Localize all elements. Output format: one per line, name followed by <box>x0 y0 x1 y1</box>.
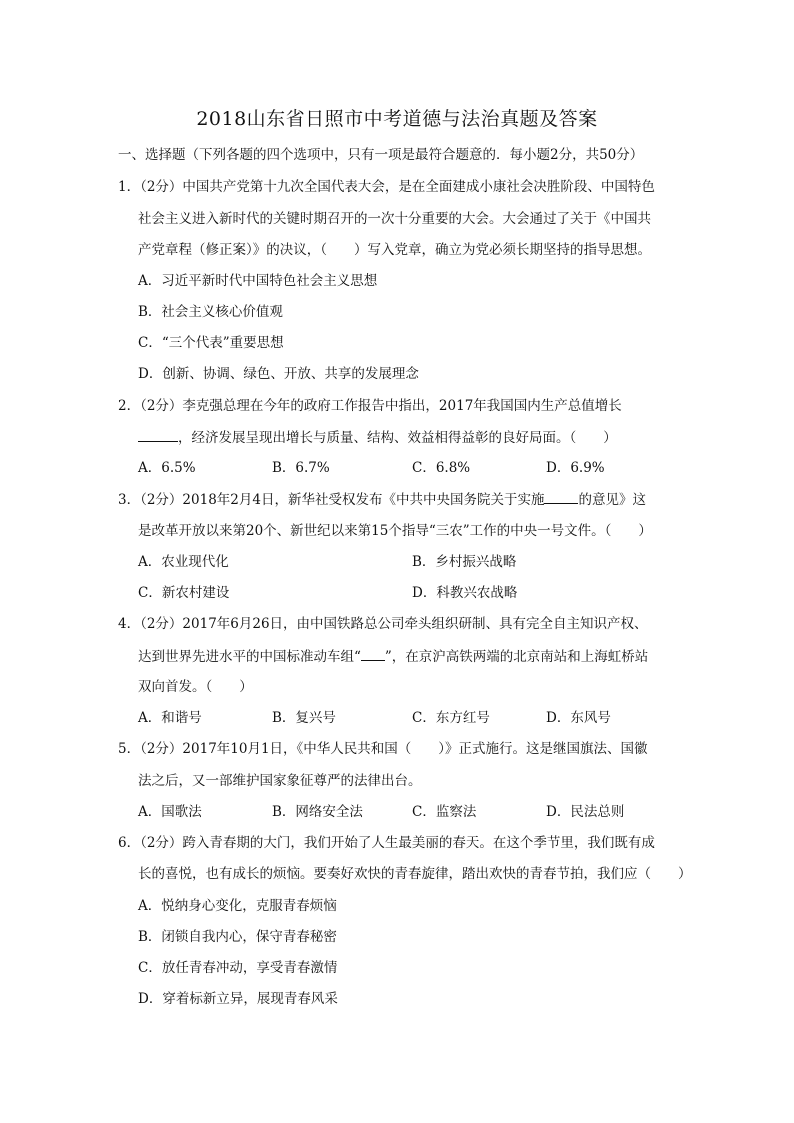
question-2-line-1: 2．（2分）李克强总理在今年的政府工作报告中指出，2017年我国国内生产总值增长 <box>118 398 622 414</box>
question-5-line-2: 法之后，又一部维护国家象征尊严的法律出台。 <box>138 773 422 789</box>
question-2-line-2-text: ，经济发展呈现出增长与质量、结构、效益相得益彰的良好局面。（ ） <box>178 430 617 446</box>
question-1-option-a: A．习近平新时代中国特色社会主义思想 <box>138 273 378 289</box>
answer-blank <box>138 427 178 442</box>
answer-blank <box>544 489 578 504</box>
question-5-option-d: D．民法总则 <box>546 804 625 820</box>
question-2-line-2 <box>138 427 617 448</box>
question-3-option-b: B．乡村振兴战略 <box>412 554 517 570</box>
question-1-option-d: D．创新、协调、绿色、开放、共享的发展理念 <box>138 366 419 382</box>
question-4-option-c: C．东方红号 <box>412 710 490 726</box>
question-6-option-d: D．穿着标新立异，展现青春风采 <box>138 991 338 1007</box>
question-1-line-2: 社会主义进入新时代的关键时期召开的一次十分重要的大会。大会通过了关于《中国共 <box>138 211 651 227</box>
question-4-option-d: D．东风号 <box>546 710 611 726</box>
question-6-option-b: B．闭锁自我内心，保守青春秘密 <box>138 929 337 945</box>
question-4-line-2-text: 达到世界先进水平的中国标准动车组“ <box>138 649 361 665</box>
question-5-option-c: C．监察法 <box>412 804 477 820</box>
question-4-line-1: 4．（2分）2017年6月26日，由中国铁路总公司牵头组织研制、具有完全自主知识产权、 <box>118 616 648 632</box>
section-heading: 一、选择题（下列各题的四个选项中，只有一项是最符合题意的．每小题2分，共50分） <box>118 147 644 163</box>
question-3-line-2: 是改革开放以来第20个、新世纪以来第15个指导“三农”工作的中央一号文件。（ ） <box>138 523 652 539</box>
question-1-line-1: 1．（2分）中国共产党第十九次全国代表大会，是在全面建成小康社会决胜阶段、中国特色 <box>118 179 655 195</box>
question-3-line-1 <box>118 489 646 510</box>
question-4-line-2 <box>138 646 648 667</box>
question-2-option-a: A．6.5% <box>138 460 196 476</box>
question-3-option-c: C．新农村建设 <box>138 585 230 601</box>
question-6-line-2: 长的喜悦，也有成长的烦恼。要奏好欢快的青春旋律，踏出欢快的青春节拍，我们应（ ） <box>138 866 692 882</box>
page-title: 2018山东省日照市中考道德与法治真题及答案 <box>196 108 598 130</box>
question-1-line-3: 产党章程（修正案）》的决议，（ ）写入党章，确立为党必须长期坚持的指导思想。 <box>138 242 651 258</box>
question-5-option-a: A．国歌法 <box>138 804 202 820</box>
question-3-line-1-tail: 的意见》这 <box>578 492 646 508</box>
question-6-option-a: A．悦纳身心变化，克服青春烦恼 <box>138 898 337 914</box>
question-1-option-b: B．社会主义核心价值观 <box>138 304 283 320</box>
question-3-option-a: A．农业现代化 <box>138 554 229 570</box>
question-2-option-c: C．6.8% <box>412 460 471 476</box>
question-3-line-1-text: 3．（2分）2018年2月4日，新华社受权发布《中共中央国务院关于实施 <box>118 492 545 508</box>
question-5-line-1: 5．（2分）2017年10月1日，《中华人民共和国（ ）》正式施行。这是继国旗法、国徽 <box>118 741 648 757</box>
question-4-line-3: 双向首发。（ ） <box>138 679 253 695</box>
question-3-option-d: D．科教兴农战略 <box>412 585 518 601</box>
question-4-option-a: A．和谐号 <box>138 710 202 726</box>
question-2-option-d: D．6.9% <box>546 460 605 476</box>
question-2-option-b: B．6.7% <box>272 460 330 476</box>
question-6-line-1: 6．（2分）跨入青春期的大门，我们开始了人生最美丽的春天。在这个季节里，我们既有成 <box>118 835 655 851</box>
question-5-option-b: B．网络安全法 <box>272 804 363 820</box>
question-4-line-2-tail: ”，在京沪高铁两端的北京南站和上海虹桥站 <box>384 649 649 665</box>
question-1-option-c: C．“三个代表”重要思想 <box>138 335 284 351</box>
answer-blank <box>361 646 385 661</box>
question-6-option-c: C．放任青春冲动，享受青春激情 <box>138 960 338 976</box>
question-4-option-b: B．复兴号 <box>272 710 336 726</box>
